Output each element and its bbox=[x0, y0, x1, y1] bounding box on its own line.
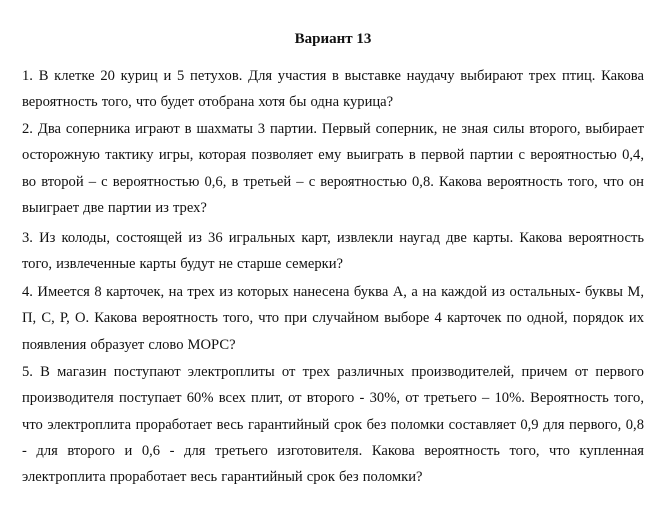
problem-3-number: 3. bbox=[22, 230, 33, 246]
problem-4-number: 4. bbox=[22, 284, 33, 300]
problem-1 bbox=[22, 63, 644, 116]
problem-5 bbox=[22, 359, 644, 490]
variant-title: Вариант 13 bbox=[294, 31, 372, 47]
problem-1-number: 1. bbox=[22, 68, 33, 84]
problem-4 bbox=[22, 279, 644, 358]
problem-2-number: 2. bbox=[22, 121, 33, 137]
problem-5-text: В магазин поступают электроплиты от трех различных производителей, причем от первого производителя поступает 60% всех плит, от второго - 30%, от третьего – 10%. Вероятность того, что электроплита проработает весь гарантийный срок без поломки составляет 0,9 для первого, 0,8 - для второго и 0,6 - для третьего изготовителя. Какова вероятность того, что купленная электроплита проработает весь гарантийный срок без поломки? bbox=[22, 364, 644, 486]
problem-5-number: 5. bbox=[22, 364, 33, 380]
problem-3 bbox=[22, 225, 644, 278]
document-page bbox=[22, 0, 644, 522]
problem-2-text: Два соперника играют в шахматы 3 партии. Первый соперник, не зная силы второго, выбирает осторожную тактику игры, которая позволяет ему выиграть в первой партии с вероятностью 0,4, во второй – с вероятностью 0,6, в третьей – с вероятностью 0,8. Какова вероятность того, что он выиграет две партии из трех? bbox=[22, 121, 644, 216]
problem-4-text: Имеется 8 карточек, на трех из которых нанесена буква А, а на каждой из остальных- буквы М, П, С, Р, О. Какова вероятность того, что при случайном выборе 4 карточек по одной, порядок их появления образует слово МОРС? bbox=[22, 284, 644, 353]
problem-3-text: Из колоды, состоящей из 36 игральных карт, извлекли наугад две карты. Какова вероятность того, извлеченные карты будут не старше семерки? bbox=[22, 230, 644, 273]
problem-1-text: В клетке 20 куриц и 5 петухов. Для участия в выставке наудачу выбирают трех птиц. Какова вероятность того, что будет отобрана хотя бы одна курица? bbox=[22, 68, 644, 111]
problem-2 bbox=[22, 116, 644, 221]
